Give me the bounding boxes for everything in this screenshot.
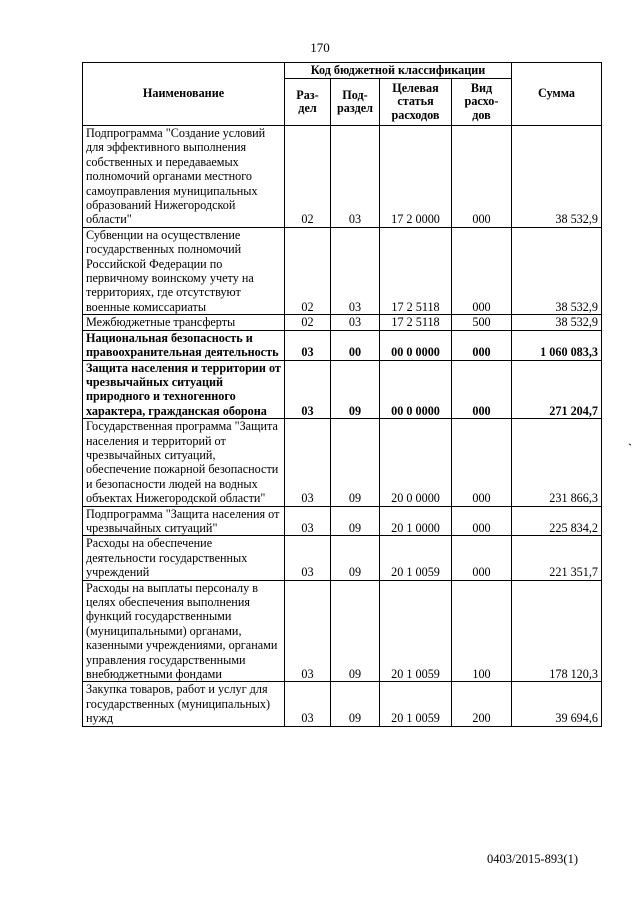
row-sum: 38 532,9 <box>512 126 602 228</box>
row-name: Межбюджетные трансферты <box>83 315 285 330</box>
row-vid: 000 <box>452 126 512 228</box>
row-razdel: 03 <box>285 330 331 360</box>
row-podrazdel: 09 <box>331 536 380 580</box>
header-podrazdel: Под- раздел <box>331 79 380 126</box>
header-sum: Сумма <box>512 63 602 126</box>
row-vid: 100 <box>452 580 512 682</box>
row-podrazdel: 09 <box>331 580 380 682</box>
row-vid: 000 <box>452 536 512 580</box>
row-target: 20 1 0059 <box>380 682 452 726</box>
row-sum: 221 351,7 <box>512 536 602 580</box>
row-razdel: 03 <box>285 536 331 580</box>
table-row <box>83 682 602 726</box>
header-vid: Вид расхо- дов <box>452 79 512 126</box>
row-razdel: 02 <box>285 315 331 330</box>
row-sum: 38 532,9 <box>512 315 602 330</box>
row-name: Расходы на выплаты персоналу в целях обеспечения выполнения функций государственными (муниципальными) органами, казенными учреждениями, органами управления государственными внебюджетными фондами <box>83 580 285 682</box>
row-podrazdel: 03 <box>331 315 380 330</box>
row-vid: 200 <box>452 682 512 726</box>
row-razdel: 03 <box>285 360 331 419</box>
page-number: 170 <box>310 40 330 55</box>
form-code: 0403/2015-893(1) <box>487 852 578 866</box>
row-target: 20 1 0059 <box>380 580 452 682</box>
row-podrazdel: 03 <box>331 126 380 228</box>
row-vid: 000 <box>452 330 512 360</box>
row-vid: 000 <box>452 506 512 536</box>
row-vid: 000 <box>452 360 512 419</box>
row-podrazdel: 00 <box>331 330 380 360</box>
row-razdel: 03 <box>285 419 331 506</box>
row-name: Защита населения и территории от чрезвычайных ситуаций природного и техногенного характера, гражданская оборона <box>83 360 285 419</box>
side-mark: ` <box>628 441 632 455</box>
row-sum: 231 866,3 <box>512 419 602 506</box>
row-sum: 178 120,3 <box>512 580 602 682</box>
row-razdel: 03 <box>285 580 331 682</box>
row-razdel: 02 <box>285 126 331 228</box>
row-name: Субвенции на осуществление государственных полномочий Российской Федерации по первичному воинскому учету на территориях, где отсутствуют военные комиссариаты <box>83 227 285 314</box>
row-podrazdel: 09 <box>331 682 380 726</box>
table-row <box>83 580 602 682</box>
table-row <box>83 227 602 314</box>
row-podrazdel: 09 <box>331 419 380 506</box>
row-podrazdel: 09 <box>331 506 380 536</box>
table-row <box>83 536 602 580</box>
row-vid: 500 <box>452 315 512 330</box>
header-razdel: Раз- дел <box>285 79 331 126</box>
table-row <box>83 360 602 419</box>
row-sum: 1 060 083,3 <box>512 330 602 360</box>
table-row <box>83 419 602 506</box>
row-vid: 000 <box>452 419 512 506</box>
row-target: 17 2 0000 <box>380 126 452 228</box>
header-code-group: Код бюджетной классификации <box>285 63 512 79</box>
table-row <box>83 315 602 330</box>
row-sum: 225 834,2 <box>512 506 602 536</box>
row-razdel: 02 <box>285 227 331 314</box>
table-row <box>83 330 602 360</box>
row-target: 17 2 5118 <box>380 227 452 314</box>
row-razdel: 03 <box>285 506 331 536</box>
row-podrazdel: 03 <box>331 227 380 314</box>
row-name: Национальная безопасность и правоохранительная деятельность <box>83 330 285 360</box>
row-podrazdel: 09 <box>331 360 380 419</box>
budget-table <box>82 62 602 727</box>
row-name: Расходы на обеспечение деятельности государственных учреждений <box>83 536 285 580</box>
table-row <box>83 126 602 228</box>
row-name: Государственная программа "Защита населения и территорий от чрезвычайных ситуаций, обеспечение пожарной безопасности и безопасности людей на водных объектах Нижегородской области" <box>83 419 285 506</box>
row-target: 00 0 0000 <box>380 360 452 419</box>
row-razdel: 03 <box>285 682 331 726</box>
header-target: Целевая статья расходов <box>380 79 452 126</box>
row-name: Подпрограмма "Защита населения от чрезвычайных ситуаций" <box>83 506 285 536</box>
row-sum: 39 694,6 <box>512 682 602 726</box>
header-name: Наименование <box>83 63 285 126</box>
row-vid: 000 <box>452 227 512 314</box>
row-target: 00 0 0000 <box>380 330 452 360</box>
row-name: Закупка товаров, работ и услуг для государственных (муниципальных) нужд <box>83 682 285 726</box>
row-target: 17 2 5118 <box>380 315 452 330</box>
row-sum: 38 532,9 <box>512 227 602 314</box>
row-name: Подпрограмма "Создание условий для эффективного выполнения собственных и передаваемых полномочий органами местного самоуправления муниципальных образований Нижегородской области" <box>83 126 285 228</box>
table-row <box>83 506 602 536</box>
row-target: 20 0 0000 <box>380 419 452 506</box>
row-target: 20 1 0000 <box>380 506 452 536</box>
row-sum: 271 204,7 <box>512 360 602 419</box>
row-target: 20 1 0059 <box>380 536 452 580</box>
